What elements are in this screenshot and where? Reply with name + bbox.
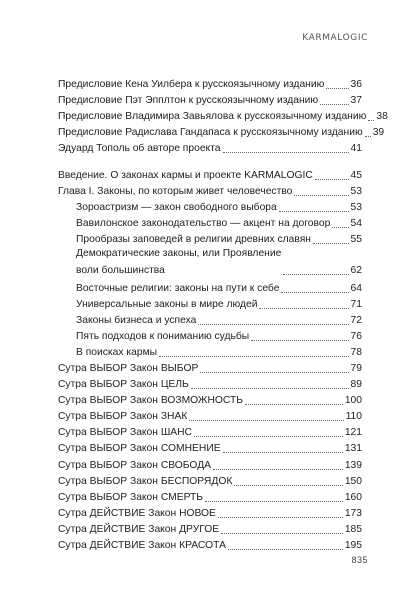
- leader-dots: [332, 227, 348, 228]
- leader-dots: [326, 88, 348, 89]
- toc-entry-page: 89: [350, 379, 362, 391]
- toc-entry-title: Универсальные законы в мире людей: [76, 298, 258, 310]
- leader-dots: [198, 324, 348, 325]
- leader-dots: [245, 404, 343, 405]
- toc-entry-title: Сутра ДЕЙСТВИЕ Закон НОВОЕ: [58, 507, 216, 519]
- toc-subentry: [76, 248, 362, 277]
- toc-entry: [58, 492, 362, 504]
- toc-entry: [58, 79, 362, 91]
- page-number: 835: [351, 555, 368, 565]
- toc-subentry: [76, 331, 362, 343]
- toc-entry: [58, 524, 362, 536]
- toc-entry-title: Сутра ВЫБОР Закон СВОБОДА: [58, 459, 212, 471]
- toc-entry-title: Введение. О законах кармы и проекте KARMALOGIC: [58, 169, 313, 181]
- toc-entry-title: Зороастризм — закон свободного выбора: [76, 202, 277, 214]
- toc-entry-page: 185: [344, 523, 362, 535]
- toc-entry-title: Сутра ДЕЙСТВИЕ Закон КРАСОТА: [58, 540, 226, 551]
- toc-entry-page: 62: [350, 265, 362, 277]
- leader-dots: [320, 104, 348, 105]
- leader-dots: [313, 243, 349, 244]
- toc-entry-title: Предисловие Кена Уилбера к русскоязычному изданию: [58, 79, 325, 90]
- toc-entry: [58, 427, 362, 439]
- toc-entry-page: 41: [350, 143, 362, 155]
- toc-subentry: [76, 299, 362, 311]
- toc-entry: [58, 395, 362, 407]
- running-header: KARMALOGIC: [302, 33, 368, 43]
- toc-entry-title: Сутра ВЫБОР Закон ЦЕЛЬ: [58, 379, 189, 391]
- toc-entry-page: 195: [344, 540, 362, 551]
- toc-entry: [58, 363, 362, 375]
- toc-entry-title-line: Демократические законы, или Проявление: [76, 248, 282, 260]
- toc-entry-page: 110: [345, 411, 362, 423]
- toc-entry-title: Сутра ВЫБОР Закон ВЫБОР: [58, 363, 199, 374]
- toc-entry-title: Сутра ВЫБОР Закон ШАНС: [58, 427, 192, 439]
- toc-entry: [58, 460, 362, 472]
- toc-entry-title: Эдуард Тополь об авторе проекта: [58, 143, 221, 155]
- toc-entry-title: Сутра ДЕЙСТВИЕ Закон ДРУГОЕ: [58, 523, 220, 535]
- leader-dots: [259, 308, 348, 309]
- toc-entry: [58, 143, 362, 155]
- toc-entry-page: 100: [344, 395, 362, 407]
- toc-entry-page: 45: [350, 169, 362, 181]
- toc-subentry: [76, 283, 362, 295]
- toc-entry-page: 78: [350, 346, 362, 358]
- leader-dots: [315, 179, 349, 180]
- toc-entry-title: Восточные религии: законы на пути к себе: [76, 282, 280, 294]
- leader-dots: [200, 372, 348, 373]
- leader-dots: [251, 340, 348, 341]
- toc-entry-title: Глава I. Законы, по которым живет человечество: [58, 186, 293, 197]
- toc-entry-title: Сутра ВЫБОР Закон ВОЗМОЖНОСТЬ: [58, 395, 244, 407]
- toc-entry-title: Сутра ВЫБОР Закон БЕСПОРЯДОК: [58, 475, 233, 487]
- leader-dots: [368, 120, 374, 121]
- toc-entry-page: 38: [376, 111, 388, 123]
- toc-entry: [58, 170, 362, 182]
- toc-entry: [58, 186, 362, 198]
- leader-dots: [365, 136, 371, 137]
- leader-dots: [223, 452, 343, 453]
- toc-entry-title-line: воли большинства: [76, 265, 165, 277]
- toc-entry-page: 121: [344, 427, 362, 439]
- toc-subentry: [76, 234, 362, 246]
- toc-entry-title: Пять подходов к пониманию судьбы: [76, 330, 250, 342]
- toc-entry-page: 173: [344, 507, 362, 519]
- leader-dots: [294, 195, 348, 196]
- toc-entry: [58, 379, 362, 391]
- toc-entry-page: 53: [350, 202, 362, 214]
- toc-entry-page: 150: [344, 475, 362, 487]
- toc-entry: [58, 476, 362, 488]
- toc-entry: [58, 540, 362, 552]
- toc-entry-title: Вавилонское законодательство — акцент на договор: [76, 218, 331, 230]
- toc-entry-page: 160: [344, 491, 362, 503]
- leader-dots: [189, 420, 343, 421]
- leader-dots: [221, 533, 343, 534]
- toc-subentry: [76, 218, 362, 230]
- toc-entry-title: Сутра ВЫБОР Закон ЗНАК: [58, 411, 188, 423]
- toc-entry-title: Предисловие Радислава Гандапаса к русскоязычному изданию: [58, 127, 363, 139]
- toc-entry: [58, 443, 362, 455]
- toc-entry-page: 72: [350, 314, 362, 326]
- toc-entry-page: 76: [350, 330, 362, 342]
- toc-entry-page: 71: [350, 298, 362, 310]
- toc-entry-page: 37: [350, 95, 362, 107]
- leader-dots: [234, 485, 342, 486]
- toc-entry-title: Законы бизнеса и успеха: [76, 314, 197, 326]
- toc-subentry: [76, 202, 362, 214]
- toc-entry-title: В поисках кармы: [76, 346, 158, 358]
- toc-entry-page: 53: [350, 186, 362, 197]
- toc-entry-page: 55: [350, 234, 362, 246]
- leader-dots: [283, 274, 348, 275]
- toc-entry-page: 131: [344, 443, 362, 455]
- toc-subentry: [76, 347, 362, 359]
- toc-entry: [58, 111, 388, 123]
- toc-entry-page: 36: [350, 79, 362, 90]
- leader-dots: [191, 388, 349, 389]
- toc-entry-page: 139: [344, 459, 362, 471]
- leader-dots: [194, 436, 343, 437]
- leader-dots: [228, 549, 343, 550]
- toc-entry: [58, 508, 362, 520]
- leader-dots: [159, 356, 348, 357]
- toc-entry: [58, 95, 362, 107]
- toc-entry: [58, 127, 385, 139]
- leader-dots: [281, 292, 348, 293]
- toc-entry-title: [76, 248, 281, 277]
- toc-entry-title: Сутра ВЫБОР Закон СОМНЕНИЕ: [58, 443, 221, 455]
- toc-entry-page: 79: [350, 363, 362, 374]
- toc-entry-page: 64: [350, 282, 362, 294]
- leader-dots: [218, 517, 343, 518]
- leader-dots: [279, 211, 349, 212]
- leader-dots: [205, 501, 343, 502]
- toc-entry-page: 39: [372, 127, 385, 139]
- toc-entry: [58, 411, 362, 423]
- toc-entry-title: Прообразы заповедей в религии древних славян: [76, 234, 311, 246]
- toc-entry-title: Предисловие Пэт Эпплтон к русскоязычному изданию: [58, 95, 319, 107]
- leader-dots: [213, 469, 343, 470]
- toc-entry-title: Предисловие Владимира Завьялова к русскоязычному изданию: [58, 111, 367, 123]
- leader-dots: [223, 152, 349, 153]
- toc-entry-page: 54: [350, 218, 362, 230]
- toc-subentry: [76, 315, 362, 327]
- toc-entry-title: Сутра ВЫБОР Закон СМЕРТЬ: [58, 491, 204, 503]
